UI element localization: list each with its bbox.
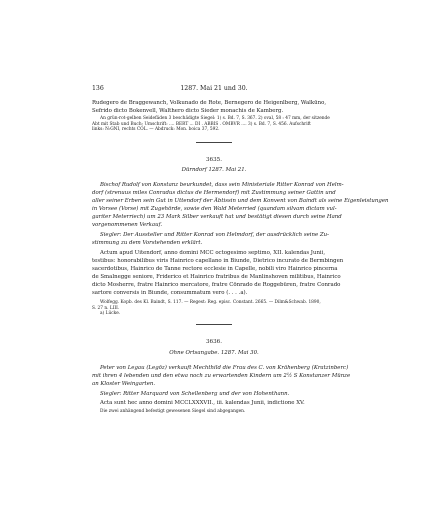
note-line: S. 27 n. LIII. (92, 305, 120, 311)
note-line: links: N:GNI, rechts COL. — Abdruck: Mon. boica 37, 592. (92, 127, 220, 133)
note-line: Die zwei anhängend befestigt gewesenen Siegel sind abgegangen. (100, 409, 246, 414)
document-text (92, 399, 340, 407)
document-summary (92, 364, 351, 388)
document-number: 3635. (205, 157, 222, 163)
summary-line: Bischof Rudolf von Konstanz beurkundet, dass sein Ministeriale Ritter Konrad von Helm- (100, 182, 344, 188)
note-line: An grün-rot-gelben Seidefäden 3 beschädigte Siegel: 1) s. Bd. 7, S. 367. 2) oval, 58 : 47 mm, der sitzende (100, 116, 330, 121)
text-line: sartore conversis in Biunde, consummatum vero (. . . .a). (92, 290, 248, 296)
summary-line: an Kloster Weingarten. (92, 381, 156, 387)
sigler-text: stimmung zu dem Vorstehenden erklärt. (92, 240, 203, 246)
text-line: testibus: honorabilibus viris Hainrico capellano in Biunde, Dietrico incurato de Bermbingen (92, 258, 344, 264)
document-notes (92, 409, 340, 415)
running-head-date: 1287. Mai 21 und 30. (180, 85, 248, 92)
previous-document-tail (92, 99, 340, 115)
text-line: Acta sunt hec anno domini MCCLXXXVII., iii. kalendas Junii, indictione XV. (100, 400, 305, 406)
sigler-line (92, 231, 340, 247)
sigler-text: Siegler: Der Aussteller und Ritter Konrad von Helmdorf, der ausdrücklich seine Zu- (100, 232, 329, 238)
sigler-line (92, 390, 340, 398)
text-line: Sefrido dicto Bokenvell, Walthero dicto Sieder monachis de Kamberg. (92, 108, 284, 114)
document-notes (92, 300, 340, 317)
text-line: Rudegero de Braggewanch, Volkunado de Rote, Bernegero de Heigenlberg, Walkūno, (92, 100, 327, 106)
note-line: Abt mit Stab und Buch; Umschrift: .... BERT ... DI . ABBIS . OMBVR .... 3) s. Bd. 7, S. 456. Aufschrift (92, 121, 311, 127)
text-line: de Smalnegge seniore, Friderico et Hainrico fratribus de Manlinshoven militibus, Hainrico (92, 274, 341, 280)
footnote: a) Lücke. (100, 311, 121, 317)
summary-line: mit ihren 4 lebenden und den etwa noch zu erwartenden Kindern um 2½ S Konstanzer Münze (92, 373, 351, 379)
document-summary (92, 181, 389, 229)
summary-line: aller seiner Erben sein Gut in Uttendorf der Äbtissin und dem Konvent von Baindt als seine Eigenleistungen (92, 198, 389, 204)
document-number: 3636. (205, 339, 222, 345)
document-dateline: Dürndorf 1287. Mai 21. (181, 167, 247, 173)
summary-line: gariter Meterriech) um 23 Mark Silber verkauft hat und bestätigt diesen durch seine Hand (92, 214, 342, 220)
text-line: sacerdotibus, Hainrico de Tanne rectore ecclesie in Capelle, nobili viro Hainrico pincerna (92, 266, 338, 272)
previous-document-notes (92, 116, 340, 133)
page-number: 136 (92, 85, 104, 92)
text-line: Actum apud Uitendorf, anno domini MCC octogesimo septimo, XII. kalendas Junii, (100, 250, 326, 256)
summary-line: Peter von Legau (Legōz) verkauft Mechthild die Frau des C. von Krähenberg (Kratzinberc) (100, 365, 349, 371)
document-text (92, 249, 344, 297)
document-dateline: Ohne Ortsangabe. 1287. Mai 30. (169, 350, 259, 356)
text-line: dicto Mosherre, fratre Hainrico mercatore, fratre Cōnrado de Roggebüren, fratre Conrado (92, 282, 341, 288)
summary-line: in Vorsee (Vorse) mit Zugehörde, sowie den Wald Meterried (quandam silvam dictam vul- (92, 206, 337, 212)
summary-line: vorgenommenen Verkauf. (92, 222, 163, 228)
note-line: Wolfegg. Kopb. des Kl. Baindt, S. 117. — Regest: Reg. episc. Constant. 2665. — Dilm&Schwab. 1890, (100, 300, 321, 305)
summary-line: dorf (strenuus miles Conradus dictus de Hermendorf) mit Zustimmung seiner Gattin und (92, 190, 336, 196)
sigler-text: Siegler: Ritter Marquard von Schellenberg und der von Hohenthann. (100, 391, 290, 397)
